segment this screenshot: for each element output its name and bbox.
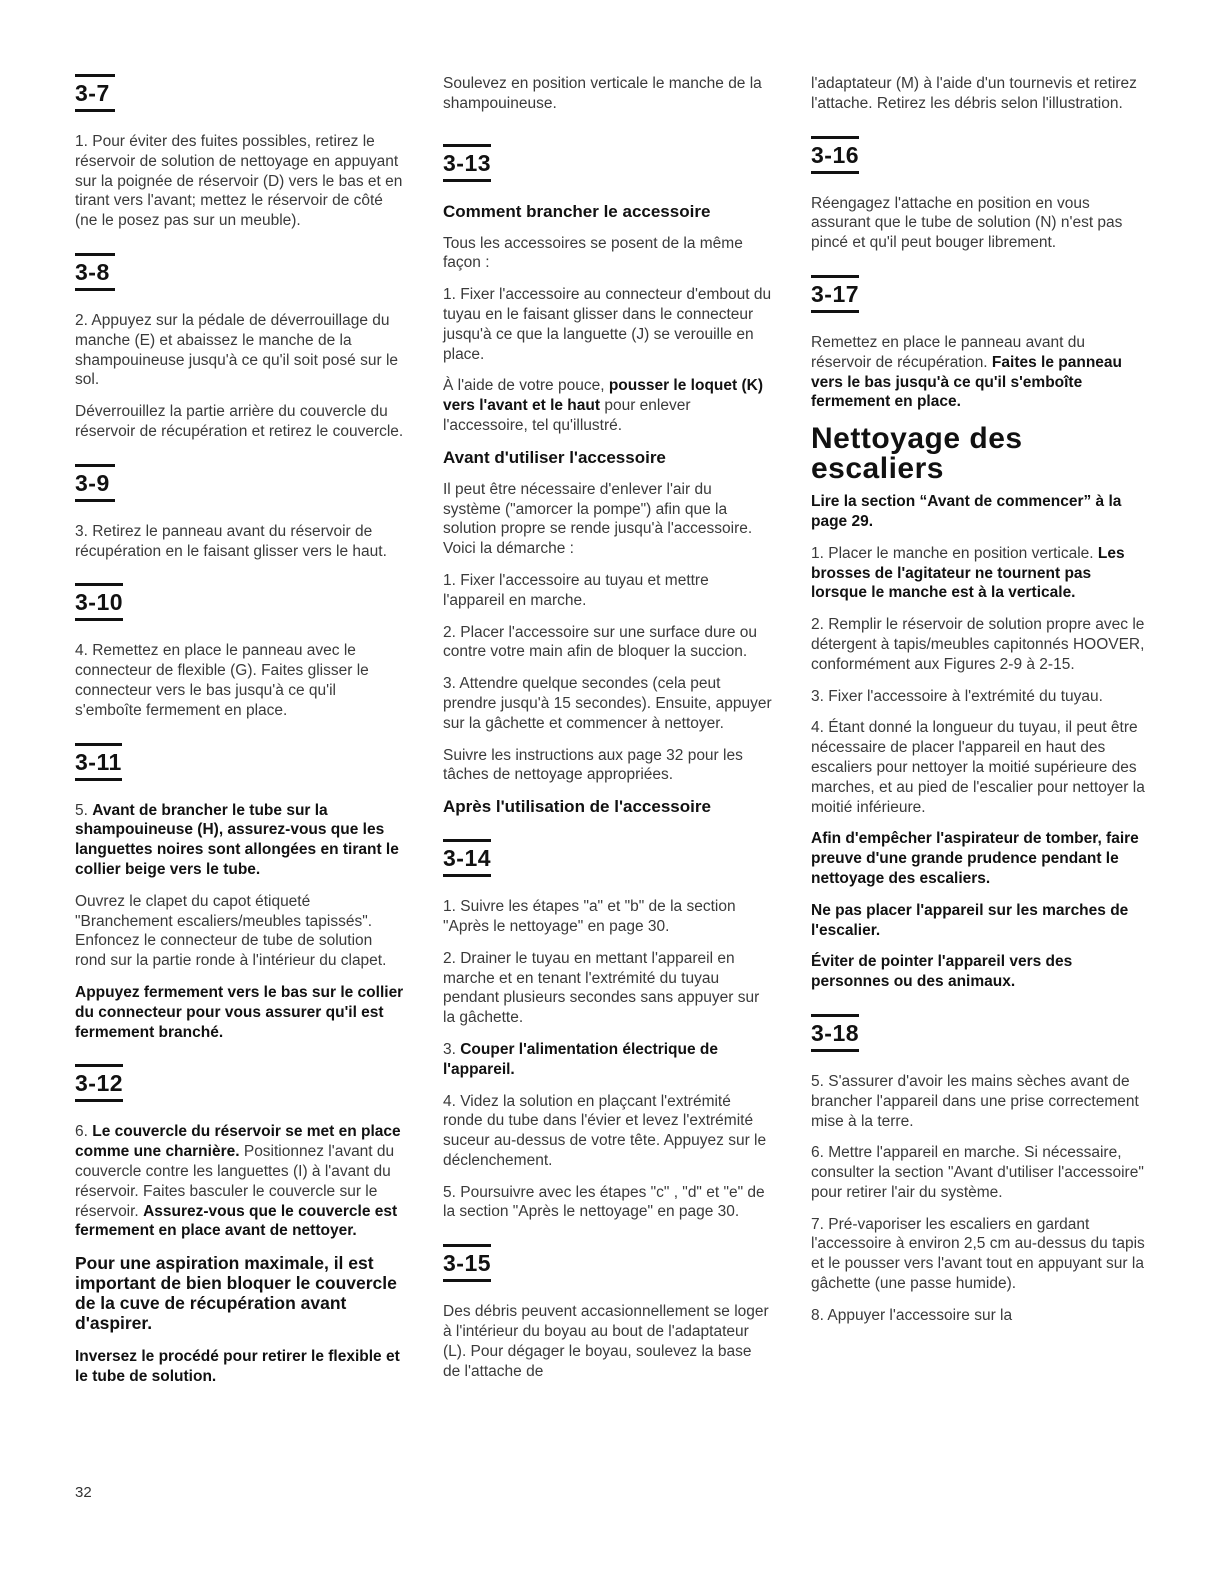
step-3-12 xyxy=(75,1064,405,1102)
step-3-11 xyxy=(75,743,405,781)
step-number: 3. xyxy=(443,1040,461,1058)
warning-paragraph: Ne pas placer l'appareil sur les marches de l'escalier. xyxy=(811,901,1129,939)
section-heading: Après l'utilisation de l'accessoire xyxy=(443,797,711,817)
paragraph: Tous les accessoires se posent de la même façon : xyxy=(443,234,743,272)
step-label: 3-11 xyxy=(75,743,122,781)
text: À l'aide de votre pouce, xyxy=(443,377,609,395)
column-middle xyxy=(443,74,773,1393)
step-3-7 xyxy=(75,74,405,112)
paragraph: 1. Suivre les étapes "a" et "b" de la section "Après le nettoyage" en page 30. xyxy=(443,898,736,935)
paragraph: Ouvrez le clapet du capot étiqueté "Branchement escaliers/meubles tapissés". Enfoncez le connecteur de tube de solution rond sur la partie ronde à l'intérieur du clapet. xyxy=(75,892,387,970)
step-3-17 xyxy=(811,275,1146,313)
paragraph: Il peut être nécessaire d'enlever l'air du système ("amorcer la pompe") afin que la solution propre se rende jusqu'à l'accessoire. Voici la démarche : xyxy=(443,480,753,558)
step-label: 3-15 xyxy=(443,1244,491,1282)
paragraph: Déverrouillez la partie arrière du couvercle du réservoir de récupération et retirez le couvercle. xyxy=(75,403,404,440)
step-label: 3-17 xyxy=(811,275,859,313)
paragraph: Soulevez en position verticale le manche de la shampouineuse. xyxy=(443,75,762,112)
text: Positionnez l'avant du couvercle contre les languettes (I) à l'avant du réservoir. Faites basculer le couvercle sur le réservoir. xyxy=(75,1143,395,1220)
step-3-14 xyxy=(443,839,773,877)
step-label: 3-16 xyxy=(811,136,859,174)
step-3-9 xyxy=(75,464,405,502)
step-label: 3-14 xyxy=(443,839,491,877)
paragraph: 1. Pour éviter des fuites possibles, retirez le réservoir de solution de nettoyage en appuyant sur la poignée de réservoir (D) vers le bas et en tirant vers l'avant; mettez le réservoir de côté (ne le posez pas sur un meuble). xyxy=(75,133,403,230)
bold-text: Les brosses de l'agitateur ne tournent pas lorsque le manche est à la verticale. xyxy=(811,544,1125,602)
paragraph xyxy=(443,376,773,435)
bold-text: Le couvercle du réservoir se met en place comme une charnière. xyxy=(75,1123,401,1161)
paragraph: 4. Remettez en place le panneau avec le connecteur de flexible (G). Faites glisser le connecteur vers le bas jusqu'à ce qu'il s'emboîte fermement en place. xyxy=(75,642,369,719)
paragraph: Des débris peuvent accasionnellement se loger à l'intérieur du boyau au bout de l'adaptateur (L). Pour dégager le boyau, soulevez la base de l'attache de xyxy=(443,1303,769,1380)
section-heading: Comment brancher le accessoire xyxy=(443,201,711,221)
step-label: 3-9 xyxy=(75,464,115,502)
paragraph xyxy=(811,544,1146,603)
warning-paragraph: Inversez le procédé pour retirer le flexible et le tube de solution. xyxy=(75,1348,400,1385)
paragraph: 2. Placer l'accessoire sur une surface dure ou contre votre main afin de bloquer la succion. xyxy=(443,623,757,661)
paragraph: 3. Attendre quelque secondes (cela peut prendre jusqu'à 15 secondes). Ensuite, appuyer sur la gâchette et commencer à nettoyer. xyxy=(443,675,772,732)
paragraph: 7. Pré-vaporiser les escaliers en gardant l'accessoire à environ 2,5 cm au-dessus du tapis et le pousser vers l'avant tout en appuyant sur la gâchette (une passe humide). xyxy=(811,1215,1145,1293)
step-label: 3-7 xyxy=(75,74,115,112)
paragraph: 6. Mettre l'appareil en marche. Si nécessaire, consulter la section "Avant d'utiliser l'accessoire" pour retirer l'air du système. xyxy=(811,1144,1144,1201)
text: Remettez en place le panneau avant du réservoir de récupération. xyxy=(811,333,1086,371)
warning-paragraph: Afin d'empêcher l'aspirateur de tomber, faire preuve d'une grande prudence pendant le nettoyage des escaliers. xyxy=(811,830,1139,887)
column-left xyxy=(75,74,405,1399)
paragraph: 5. Poursuivre avec les étapes "c" , "d" et "e" de la section "Après le nettoyage" en page 30. xyxy=(443,1183,765,1221)
reference-note: Lire la section “Avant de commencer” à la page 29. xyxy=(811,493,1122,530)
paragraph: 4. Étant donné la longueur du tuyau, il peut être nécessaire de placer l'appareil en haut des escaliers pour nettoyer la moitié supérieure des marches, et au pied de l'escalier pour nettoyer la moitié inférieure. xyxy=(811,719,1145,816)
step-label: 3-18 xyxy=(811,1014,859,1052)
paragraph: 2. Drainer le tuyau en mettant l'appareil en marche et en tenant l'extrémité du tuyau pendant plusieurs secondes sans appuyer sur la gâchette. xyxy=(443,949,760,1027)
warning-paragraph: Appuyez fermement vers le bas sur le collier du connecteur pour vous assurer qu'il est fermement branché. xyxy=(75,983,404,1041)
paragraph: 5. S'assurer d'avoir les mains sèches avant de brancher l'appareil dans une prise correctement mise à la terre. xyxy=(811,1072,1139,1130)
bold-text: Avant de brancher le tube sur la shampouineuse (H), assurez-vous que les languettes noires sont allongées en tirant le collier beige vers le tube. xyxy=(75,801,399,878)
section-heading: Avant d'utiliser l'accessoire xyxy=(443,447,666,467)
paragraph xyxy=(75,801,405,880)
step-3-8 xyxy=(75,253,405,291)
bold-text: Faites le panneau vers le bas jusqu'à ce qu'il s'emboîte fermement en place. xyxy=(811,353,1122,411)
paragraph: 2. Appuyez sur la pédale de déverrouillage du manche (E) et abaissez le manche de la shampouineuse jusqu'à ce qu'il soit posé sur le sol. xyxy=(75,311,399,389)
page-number: 32 xyxy=(75,1484,92,1501)
paragraph: 3. Fixer l'accessoire à l'extrémité du tuyau. xyxy=(811,687,1103,705)
step-label: 3-13 xyxy=(443,144,491,182)
paragraph: Réengagez l'attache en position en vous assurant que le tube de solution (N) n'est pas pincé et qu'il peut bouger librement. xyxy=(811,194,1123,252)
step-3-15 xyxy=(443,1244,773,1282)
step-number: 5. xyxy=(75,801,93,819)
paragraph: 8. Appuyer l'accessoire sur la xyxy=(811,1306,1013,1324)
paragraph: 3. Retirez le panneau avant du réservoir de récupération en le faisant glisser vers le haut. xyxy=(75,522,387,560)
step-3-13 xyxy=(443,144,773,182)
paragraph: Suivre les instructions aux page 32 pour les tâches de nettoyage appropriées. xyxy=(443,746,743,784)
step-label: 3-10 xyxy=(75,583,123,621)
emphasis-paragraph: Pour une aspiration maximale, il est important de bien bloquer le couvercle de la cuve de récupération avant d'aspirer. xyxy=(75,1253,397,1334)
section-title: Nettoyage des escaliers xyxy=(811,422,1023,486)
paragraph xyxy=(75,1122,405,1241)
paragraph: 1. Fixer l'accessoire au connecteur d'embout du tuyau en le faisant glisser dans le connecteur jusqu'à ce que la languette (J) se verouille en place. xyxy=(443,286,772,363)
bold-text: Couper l'alimentation électrique de l'appareil. xyxy=(443,1040,718,1078)
step-label: 3-12 xyxy=(75,1064,123,1102)
bold-text: Assurez-vous que le couvercle est fermement en place avant de nettoyer. xyxy=(75,1202,398,1240)
paragraph: l'adaptateur (M) à l'aide d'un tournevis et retirez l'attache. Retirez les débris selon l'illustration. xyxy=(811,75,1137,112)
step-3-18 xyxy=(811,1014,1146,1052)
step-3-10 xyxy=(75,583,405,621)
paragraph xyxy=(811,333,1146,412)
text: 1. Placer le manche en position verticale. xyxy=(811,544,1098,562)
step-number: 6. xyxy=(75,1123,93,1141)
paragraph: 1. Fixer l'accessoire au tuyau et mettre l'appareil en marche. xyxy=(443,571,709,609)
paragraph: 2. Remplir le réservoir de solution propre avec le détergent à tapis/meubles capitonnés HOOVER, conformément aux Figures 2-9 à 2-15. xyxy=(811,616,1145,673)
paragraph: 4. Videz la solution en plaçcant l'extrémité ronde du tube dans l'évier et levez l'extrémité suceur au-dessus de votre tête. Appuyez sur le déclenchement. xyxy=(443,1092,767,1169)
step-label: 3-8 xyxy=(75,253,115,291)
column-right xyxy=(811,74,1146,1338)
warning-paragraph: Éviter de pointer l'appareil vers des personnes ou des animaux. xyxy=(811,953,1073,991)
bold-text: pousser le loquet (K) vers l'avant et le haut xyxy=(443,377,763,415)
step-3-16 xyxy=(811,136,1146,174)
text: pour enlever l'accessoire, tel qu'illustré. xyxy=(443,397,691,434)
paragraph xyxy=(443,1040,773,1080)
